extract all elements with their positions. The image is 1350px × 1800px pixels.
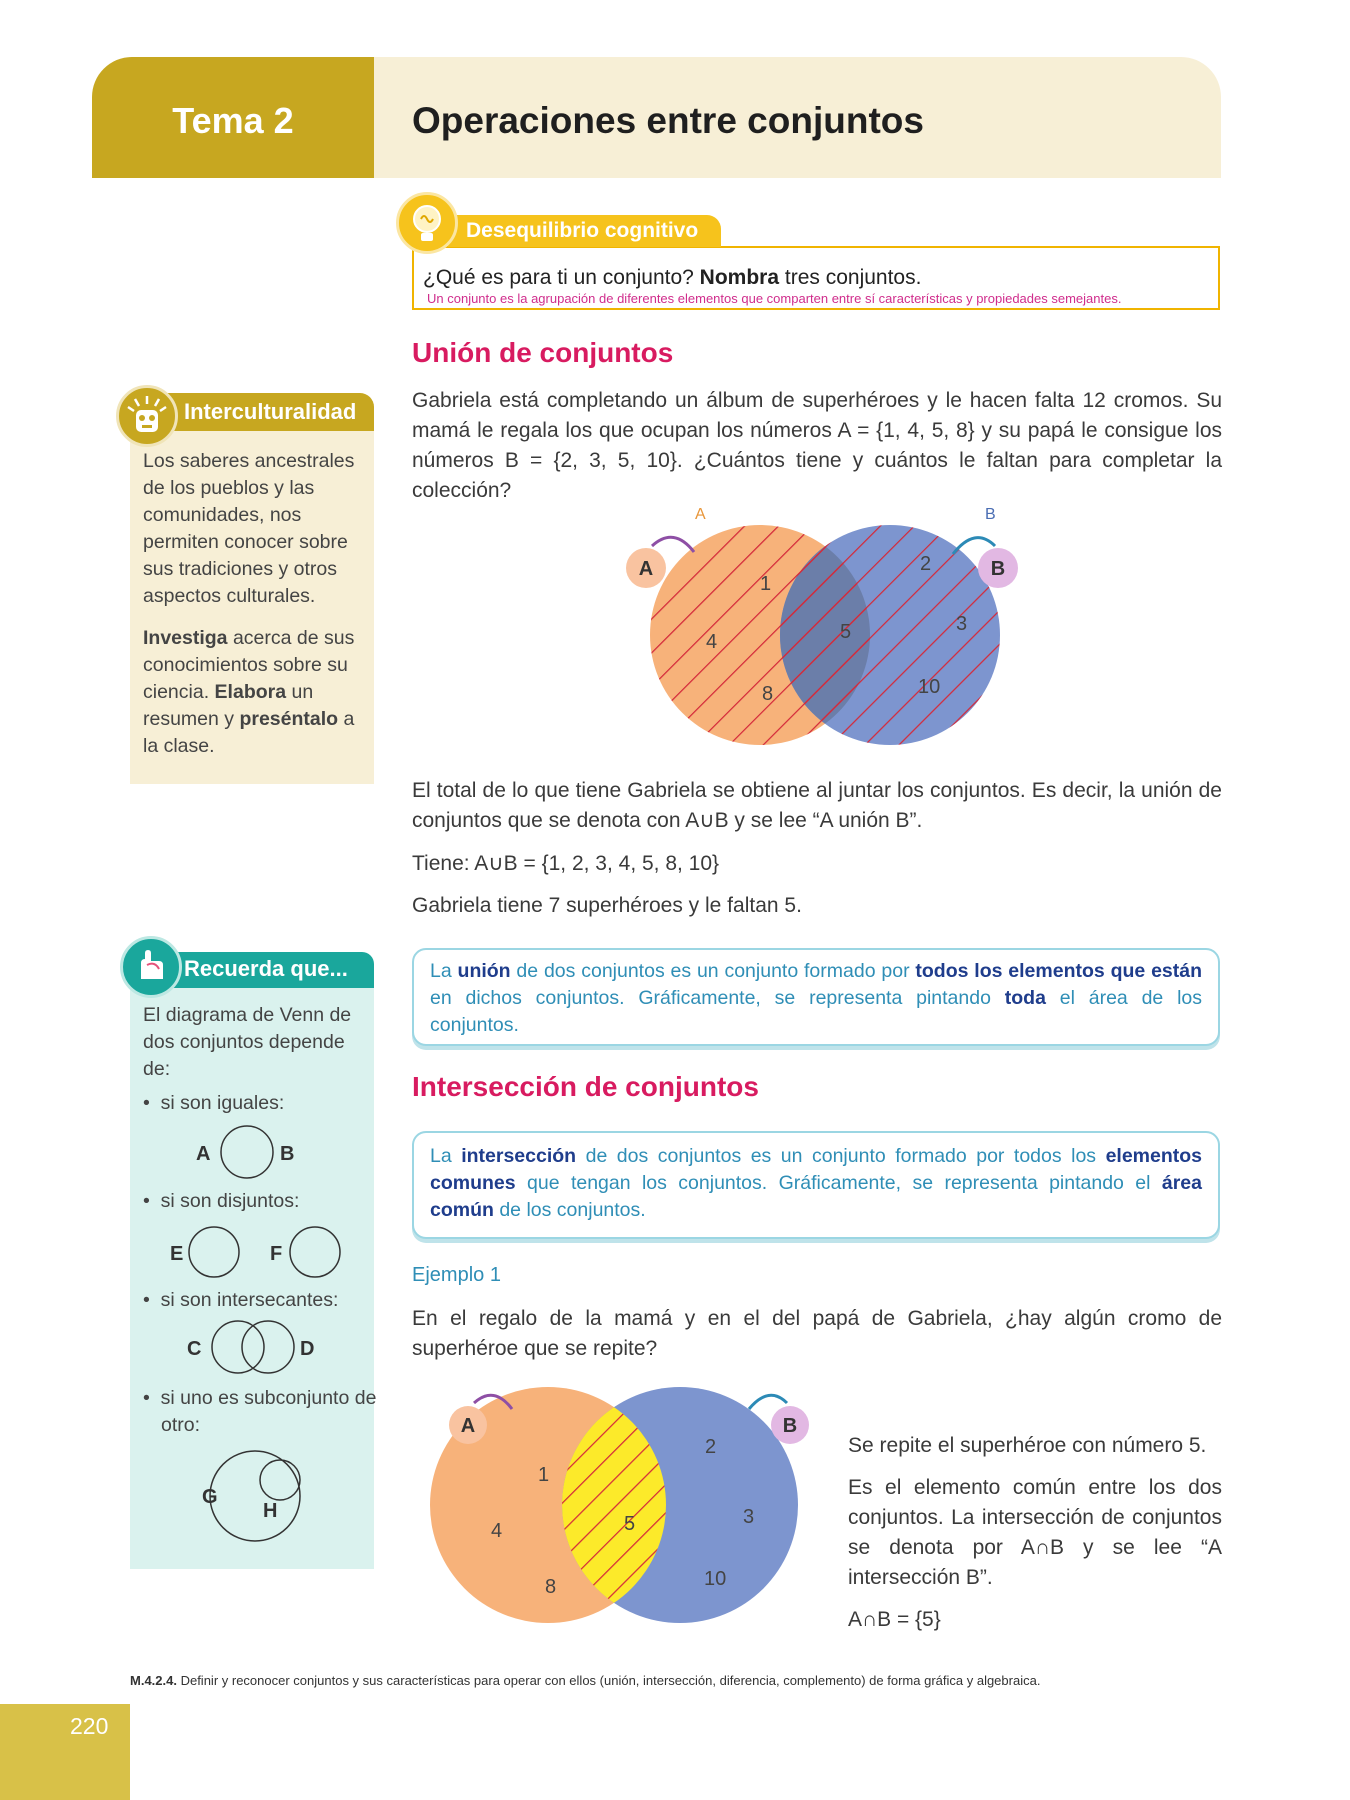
union-element: 1 [760,573,772,595]
interseccion-heading: Intersección de conjuntos [412,1071,759,1102]
curriculum-footnote: M.4.2.4. Definir y reconocer conjuntos y sus características para operar con ellos (unión, intersección, diferencia, complemento) de forma gráfica y algebraica. [130,1673,1041,1688]
interseccion-answer-2: Es el elemento común entre los dos conjuntos. La intersección de conjuntos se denota por A∩B y se lee “A intersección B”. [848,1476,1222,1589]
venn-label: B [280,1143,295,1165]
union-element: 2 [920,553,932,575]
page-number: 220 [70,1713,109,1739]
recuerda-bullet: • si son iguales: [143,1092,285,1114]
recuerda-bullet: • si uno es subconjunto de otro: [143,1387,377,1436]
venn-label: C [187,1338,202,1360]
inter-element: 4 [491,1520,503,1542]
recuerda-intro: El diagrama de Venn de dos conjuntos depende de: [143,1004,352,1080]
hand-string-icon [120,936,182,998]
desequilibrio-question: ¿Qué es para ti un conjunto? Nombra tres conjuntos. [423,266,922,289]
interseccion-venn-diagram [430,1380,830,1640]
inter-element: 8 [545,1576,557,1598]
recuerda-bullet: • si son intersecantes: [143,1289,339,1311]
desequilibrio-answer: Un conjunto es la agrupación de diferentes elementos que comparten entre sí características y propiedades semejantes. [427,291,1122,306]
union-badge-a-label: A [638,558,654,580]
recuerda-bullet: • si son disjuntos: [143,1190,300,1212]
venn-subconjunto-inner [260,1460,300,1500]
union-badge-b-label: B [990,558,1006,580]
inter-element: 2 [705,1436,717,1458]
ejemplo-label: Ejemplo 1 [412,1264,501,1286]
union-venn-diagram [600,500,1050,760]
venn-label: E [170,1243,184,1265]
recuerda-venn-examples [130,1120,374,1560]
union-definition-box: La unión de dos conjuntos es un conjunto formado por todos los elementos que están en dichos conjuntos. Gráficamente, se representa pintando toda el área de los conjuntos. [412,948,1220,1046]
union-caption-b: B [985,506,996,523]
union-result-set: Tiene: A∪B = {1, 2, 3, 4, 5, 8, 10} [412,852,720,875]
inter-badge-a-label: A [460,1415,476,1437]
interseccion-answer-1: Se repite el superhéroe con número 5. [848,1434,1207,1457]
interculturalidad-text-2: Investiga acerca de sus conocimientos sobre su ciencia. Elabora un resumen y preséntalo a la clase. [143,627,355,757]
inter-element: 5 [624,1513,636,1535]
union-element: 10 [918,676,941,698]
inter-element: 3 [743,1506,755,1528]
interseccion-definition-box: La intersección de dos conjuntos es un conjunto formado por todos los elementos comunes que tengan los conjuntos. Gráficamente, se representa pintando el área común de los conjuntos. [412,1131,1220,1239]
venn-disjunto-circle [290,1227,340,1277]
union-element: 5 [840,621,852,643]
venn-label: F [270,1243,283,1265]
inter-element: 1 [538,1464,550,1486]
venn-iguales-circle [221,1126,273,1178]
venn-subconjunto-outer [210,1451,300,1541]
ejemplo-question: En el regalo de la mamá y en el del papá de Gabriela, ¿hay algún cromo de superhéroe que se repite? [412,1307,1222,1360]
union-arrow-a [652,537,694,552]
union-problem: Gabriela está completando un álbum de superhéroes y le hacen falta 12 cromos. Su mamá le regala los que ocupan los números A = {1, 4, 5, 8} y su papá le consigue los números B = {2, 3, 5, 10}. ¿Cuántos tiene y cuántos le faltan para completar la colección? [412,389,1222,502]
venn-intersecante-circle [242,1321,294,1373]
union-result-text: Gabriela tiene 7 superhéroes y le faltan 5. [412,894,802,917]
venn-disjunto-circle [189,1227,239,1277]
union-caption-a: A [695,506,706,523]
desequilibrio-label: Desequilibrio cognitivo [466,219,699,242]
union-hatch-b [780,525,1000,745]
lightbulb-brain-icon [396,192,458,254]
venn-label: G [202,1486,218,1508]
union-heading: Unión de conjuntos [412,337,674,368]
page-title: Operaciones entre conjuntos [412,100,924,141]
inter-arrow-b [749,1395,787,1409]
interculturalidad-text-1: Los saberes ancestrales de los pueblos y las comunidades, nos permiten conocer sobre sus tradiciones y otros aspectos culturales. [143,450,355,607]
inter-element: 10 [704,1568,727,1590]
venn-label: D [300,1338,315,1360]
interculturalidad-label: Interculturalidad [184,399,357,424]
union-element: 4 [706,631,718,653]
inter-badge-b-label: B [782,1415,798,1437]
page-number-bar [0,1704,130,1800]
interseccion-result: A∩B = {5} [848,1608,941,1631]
mask-icon [116,385,178,447]
venn-intersecante-circle [212,1321,264,1373]
venn-label: A [196,1143,211,1165]
recuerda-label: Recuerda que... [184,956,348,981]
union-element: 8 [762,683,774,705]
union-element: 3 [956,613,968,635]
tema-label: Tema 2 [172,100,294,141]
venn-label: H [263,1500,278,1522]
union-explanation: El total de lo que tiene Gabriela se obtiene al juntar los conjuntos. Es decir, la unión de conjuntos que se denota con A∪B y se lee “A unión B”. [412,779,1222,832]
